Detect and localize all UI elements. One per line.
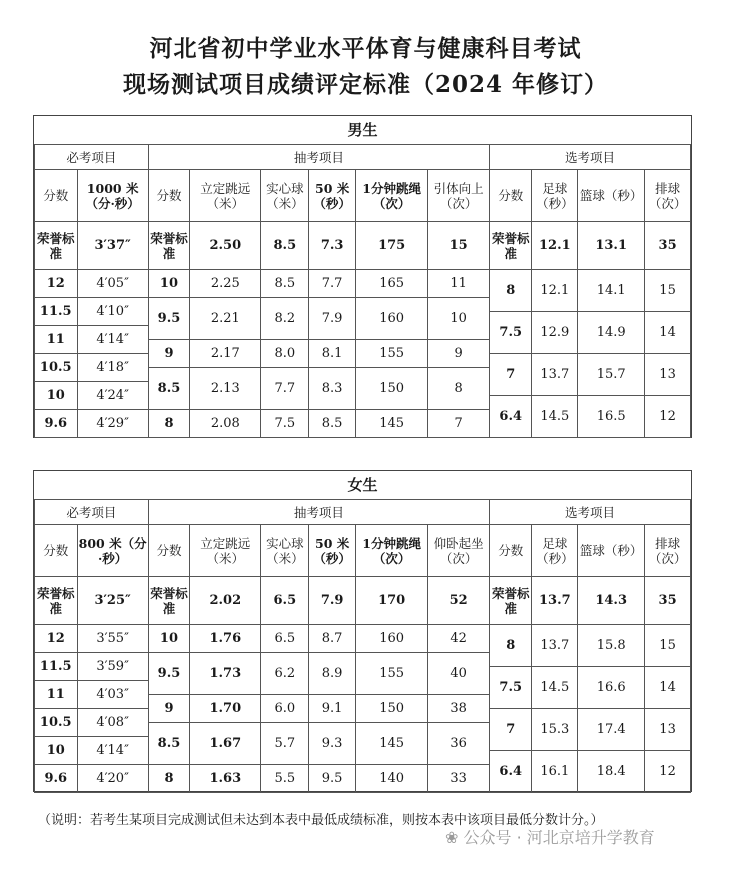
elective-value: 13 <box>645 709 691 751</box>
elective-score: 荣誉标准 <box>489 577 532 625</box>
required-score: 荣誉标准 <box>35 577 78 625</box>
draw-score: 9 <box>148 695 189 723</box>
elective-value: 13.7 <box>532 577 578 625</box>
column-header: 分数 <box>35 170 78 222</box>
draw-value: 2.25 <box>190 270 261 298</box>
column-header: 引体向上（次） <box>428 170 490 222</box>
column-header: 排球（次） <box>645 170 691 222</box>
elective-value: 14.5 <box>532 667 578 709</box>
required-score: 10 <box>35 382 78 410</box>
column-header: 篮球（秒） <box>578 525 645 577</box>
draw-score: 9.5 <box>148 653 189 695</box>
draw-value: 8.3 <box>309 368 356 410</box>
elective-value: 14.1 <box>578 270 645 312</box>
elective-value: 16.6 <box>578 667 645 709</box>
draw-value: 52 <box>428 577 490 625</box>
elective-value: 15.3 <box>532 709 578 751</box>
group-required-header: 必考项目 <box>35 500 149 525</box>
draw-value: 42 <box>428 625 490 653</box>
required-value: 3′25″ <box>77 577 148 625</box>
required-score: 10 <box>35 737 78 765</box>
elective-score: 6.4 <box>489 751 532 793</box>
column-header: 立定跳远（米） <box>190 170 261 222</box>
draw-value: 9 <box>428 340 490 368</box>
draw-value: 2.13 <box>190 368 261 410</box>
required-score: 11 <box>35 326 78 354</box>
required-value: 3′59″ <box>77 653 148 681</box>
girls-standards-table <box>34 499 691 793</box>
required-value: 4′14″ <box>77 326 148 354</box>
draw-score: 9 <box>148 340 189 368</box>
elective-value: 13.7 <box>532 625 578 667</box>
draw-value: 6.5 <box>261 625 309 653</box>
required-value: 4′14″ <box>77 737 148 765</box>
column-header: 实心球（米） <box>261 525 309 577</box>
draw-value: 10 <box>428 298 490 340</box>
draw-value: 8.0 <box>261 340 309 368</box>
draw-value: 11 <box>428 270 490 298</box>
elective-value: 14 <box>645 312 691 354</box>
draw-value: 8.9 <box>309 653 356 695</box>
document-title-line1: 河北省初中学业水平体育与健康科目考试 <box>149 35 582 62</box>
elective-value: 12.9 <box>532 312 578 354</box>
column-header: 仰卧起坐（次） <box>428 525 490 577</box>
group-elective-header: 选考项目 <box>489 145 690 170</box>
draw-value: 1.67 <box>190 723 261 765</box>
draw-value: 15 <box>428 222 490 270</box>
elective-score: 7 <box>489 354 532 396</box>
draw-value: 2.02 <box>190 577 261 625</box>
draw-value: 1.73 <box>190 653 261 695</box>
required-score: 12 <box>35 270 78 298</box>
required-value: 4′29″ <box>77 410 148 438</box>
draw-value: 2.17 <box>190 340 261 368</box>
required-value: 3′55″ <box>77 625 148 653</box>
column-header: 篮球（秒） <box>578 170 645 222</box>
wechat-icon: ❀ <box>445 828 459 847</box>
draw-value: 6.2 <box>261 653 309 695</box>
draw-value: 36 <box>428 723 490 765</box>
draw-value: 9.1 <box>309 695 356 723</box>
elective-value: 16.1 <box>532 751 578 793</box>
elective-value: 17.4 <box>578 709 645 751</box>
required-score: 9.6 <box>35 410 78 438</box>
required-value: 4′08″ <box>77 709 148 737</box>
column-header: 1分钟跳绳（次） <box>356 525 428 577</box>
draw-score: 10 <box>148 270 189 298</box>
column-header: 50 米（秒） <box>309 525 356 577</box>
draw-value: 7.7 <box>261 368 309 410</box>
draw-value: 1.63 <box>190 765 261 793</box>
group-elective-header: 选考项目 <box>489 500 690 525</box>
required-value: 4′10″ <box>77 298 148 326</box>
elective-score: 荣誉标准 <box>489 222 532 270</box>
elective-score: 7 <box>489 709 532 751</box>
elective-value: 14 <box>645 667 691 709</box>
draw-value: 145 <box>356 723 428 765</box>
column-header: 足球（秒） <box>532 525 578 577</box>
elective-value: 35 <box>645 577 691 625</box>
draw-value: 145 <box>356 410 428 438</box>
required-value: 4′05″ <box>77 270 148 298</box>
draw-value: 140 <box>356 765 428 793</box>
required-value: 3′37″ <box>77 222 148 270</box>
draw-score: 8.5 <box>148 723 189 765</box>
draw-score: 荣誉标准 <box>148 577 189 625</box>
girls-gender-header: 女生 <box>34 471 691 500</box>
column-header: 分数 <box>148 525 189 577</box>
required-value: 4′03″ <box>77 681 148 709</box>
elective-value: 13.7 <box>532 354 578 396</box>
elective-value: 13 <box>645 354 691 396</box>
column-header: 实心球（米） <box>261 170 309 222</box>
elective-value: 13.1 <box>578 222 645 270</box>
draw-value: 8.5 <box>261 270 309 298</box>
elective-value: 12.1 <box>532 222 578 270</box>
column-header: 800 米（分·秒） <box>77 525 148 577</box>
elective-value: 35 <box>645 222 691 270</box>
draw-value: 6.0 <box>261 695 309 723</box>
document-title-line2: 现场测试项目成绩评定标准（2024 年修订） <box>122 71 609 98</box>
elective-value: 16.5 <box>578 396 645 438</box>
required-score: 11.5 <box>35 653 78 681</box>
draw-value: 38 <box>428 695 490 723</box>
boys-standards-block <box>33 115 692 438</box>
column-header: 1分钟跳绳（次） <box>356 170 428 222</box>
draw-value: 150 <box>356 695 428 723</box>
elective-value: 12 <box>645 751 691 793</box>
required-score: 11.5 <box>35 298 78 326</box>
draw-value: 170 <box>356 577 428 625</box>
elective-value: 18.4 <box>578 751 645 793</box>
column-header: 排球（次） <box>645 525 691 577</box>
column-header: 分数 <box>35 525 78 577</box>
column-header: 分数 <box>489 170 532 222</box>
column-header: 1000 米（分·秒） <box>77 170 148 222</box>
draw-value: 9.5 <box>309 765 356 793</box>
required-score: 荣誉标准 <box>35 222 78 270</box>
draw-value: 155 <box>356 340 428 368</box>
elective-value: 15 <box>645 270 691 312</box>
draw-value: 2.08 <box>190 410 261 438</box>
draw-value: 155 <box>356 653 428 695</box>
elective-score: 8 <box>489 270 532 312</box>
column-header: 分数 <box>489 525 532 577</box>
draw-value: 165 <box>356 270 428 298</box>
required-score: 12 <box>35 625 78 653</box>
elective-value: 14.9 <box>578 312 645 354</box>
draw-value: 7.9 <box>309 577 356 625</box>
elective-value: 15.8 <box>578 625 645 667</box>
required-value: 4′18″ <box>77 354 148 382</box>
draw-value: 6.5 <box>261 577 309 625</box>
required-value: 4′20″ <box>77 765 148 793</box>
elective-value: 14.3 <box>578 577 645 625</box>
draw-value: 160 <box>356 625 428 653</box>
elective-value: 14.5 <box>532 396 578 438</box>
elective-value: 12 <box>645 396 691 438</box>
draw-value: 7.9 <box>309 298 356 340</box>
draw-value: 40 <box>428 653 490 695</box>
elective-score: 7.5 <box>489 312 532 354</box>
watermark-text: 公众号 · 河北京培升学教育 <box>463 828 655 847</box>
group-draw-header: 抽考项目 <box>148 500 489 525</box>
elective-score: 7.5 <box>489 667 532 709</box>
draw-value: 8.1 <box>309 340 356 368</box>
required-value: 4′24″ <box>77 382 148 410</box>
draw-value: 9.3 <box>309 723 356 765</box>
draw-value: 160 <box>356 298 428 340</box>
column-header: 50 米（秒） <box>309 170 356 222</box>
elective-value: 15 <box>645 625 691 667</box>
draw-score: 8 <box>148 410 189 438</box>
column-header: 足球（秒） <box>532 170 578 222</box>
draw-value: 1.70 <box>190 695 261 723</box>
draw-value: 175 <box>356 222 428 270</box>
column-header: 分数 <box>148 170 189 222</box>
draw-value: 8 <box>428 368 490 410</box>
draw-value: 5.5 <box>261 765 309 793</box>
watermark <box>445 825 655 848</box>
draw-score: 9.5 <box>148 298 189 340</box>
draw-value: 8.7 <box>309 625 356 653</box>
column-header: 立定跳远（米） <box>190 525 261 577</box>
elective-score: 6.4 <box>489 396 532 438</box>
boys-standards-table <box>34 144 691 438</box>
draw-value: 33 <box>428 765 490 793</box>
required-score: 9.6 <box>35 765 78 793</box>
girls-standards-block <box>33 470 692 792</box>
draw-value: 8.5 <box>309 410 356 438</box>
draw-value: 8.2 <box>261 298 309 340</box>
required-score: 10.5 <box>35 709 78 737</box>
draw-value: 7.3 <box>309 222 356 270</box>
draw-value: 2.50 <box>190 222 261 270</box>
group-required-header: 必考项目 <box>35 145 149 170</box>
boys-gender-header: 男生 <box>34 116 691 145</box>
footnote: （说明：若考生某项目完成测试但未达到本表中最低成绩标准，则按本表中该项目最低分数计分。） <box>38 813 604 828</box>
draw-value: 150 <box>356 368 428 410</box>
draw-score: 8.5 <box>148 368 189 410</box>
elective-score: 8 <box>489 625 532 667</box>
elective-value: 15.7 <box>578 354 645 396</box>
elective-value: 12.1 <box>532 270 578 312</box>
draw-value: 7.5 <box>261 410 309 438</box>
draw-score: 10 <box>148 625 189 653</box>
draw-value: 1.76 <box>190 625 261 653</box>
draw-score: 8 <box>148 765 189 793</box>
draw-value: 7.7 <box>309 270 356 298</box>
draw-value: 5.7 <box>261 723 309 765</box>
draw-value: 2.21 <box>190 298 261 340</box>
required-score: 11 <box>35 681 78 709</box>
draw-score: 荣誉标准 <box>148 222 189 270</box>
draw-value: 8.5 <box>261 222 309 270</box>
required-score: 10.5 <box>35 354 78 382</box>
draw-value: 7 <box>428 410 490 438</box>
group-draw-header: 抽考项目 <box>148 145 489 170</box>
